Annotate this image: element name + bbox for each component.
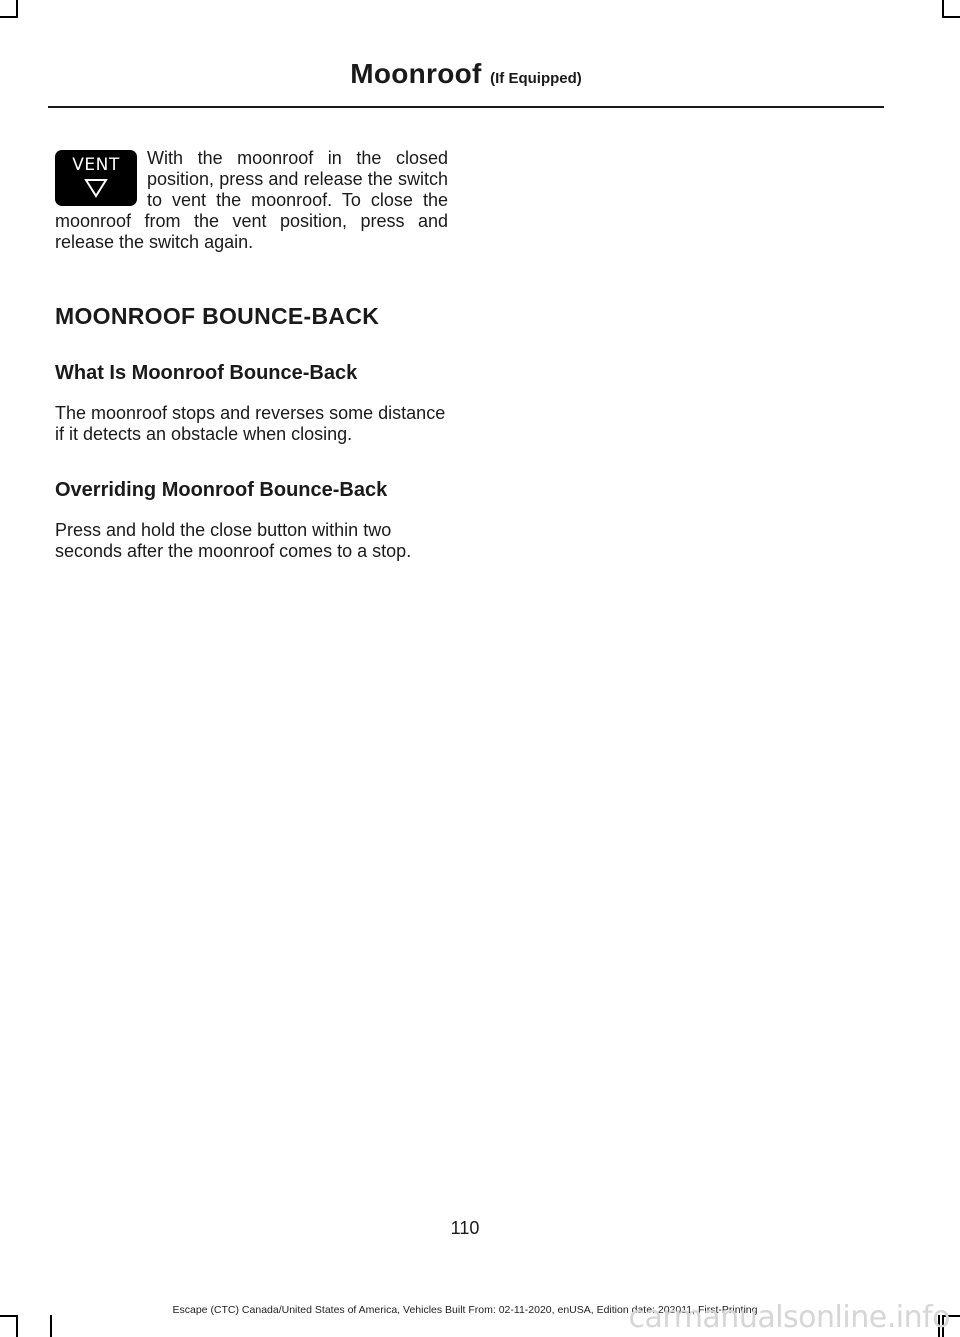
crop-mark bbox=[50, 1315, 52, 1337]
crop-mark bbox=[0, 16, 16, 18]
page-number: 110 bbox=[450, 1218, 480, 1238]
page-header bbox=[48, 58, 884, 90]
vent-instructions: With the moonroof in the closed position, press and release the switch to vent the moonroof. To close the moonroof from the vent position, press and release the switch again. bbox=[55, 148, 448, 252]
paragraph-what-is: The moonroof stops and reverses some distance if it detects an obstacle when closing. bbox=[55, 403, 446, 444]
page-subtitle: (If Equipped) bbox=[490, 70, 582, 87]
header-divider bbox=[48, 106, 884, 108]
crop-mark bbox=[944, 16, 960, 18]
crop-mark bbox=[16, 1315, 18, 1337]
watermark: carmanualsonline.info bbox=[628, 1300, 950, 1335]
crop-mark bbox=[16, 0, 18, 18]
vent-intro bbox=[55, 148, 448, 253]
subheading-what-is: What Is Moonroof Bounce-Back bbox=[55, 362, 358, 384]
subheading-overriding: Overriding Moonroof Bounce-Back bbox=[55, 479, 388, 501]
vent-icon-label: VENT bbox=[72, 155, 120, 175]
vent-switch-icon bbox=[55, 150, 137, 206]
main-content bbox=[55, 148, 448, 562]
footer-text: Escape (CTC) Canada/United States of America, Vehicles Built From: 02-11-2020, enUSA, Edition date: 202011, First-Printing bbox=[172, 1304, 758, 1316]
paragraph-overriding: Press and hold the close button within two seconds after the moonroof comes to a stop. bbox=[55, 520, 412, 561]
section-heading: MOONROOF BOUNCE-BACK bbox=[55, 303, 380, 329]
down-triangle-icon bbox=[84, 178, 108, 198]
page-title: Moonroof bbox=[350, 58, 482, 89]
